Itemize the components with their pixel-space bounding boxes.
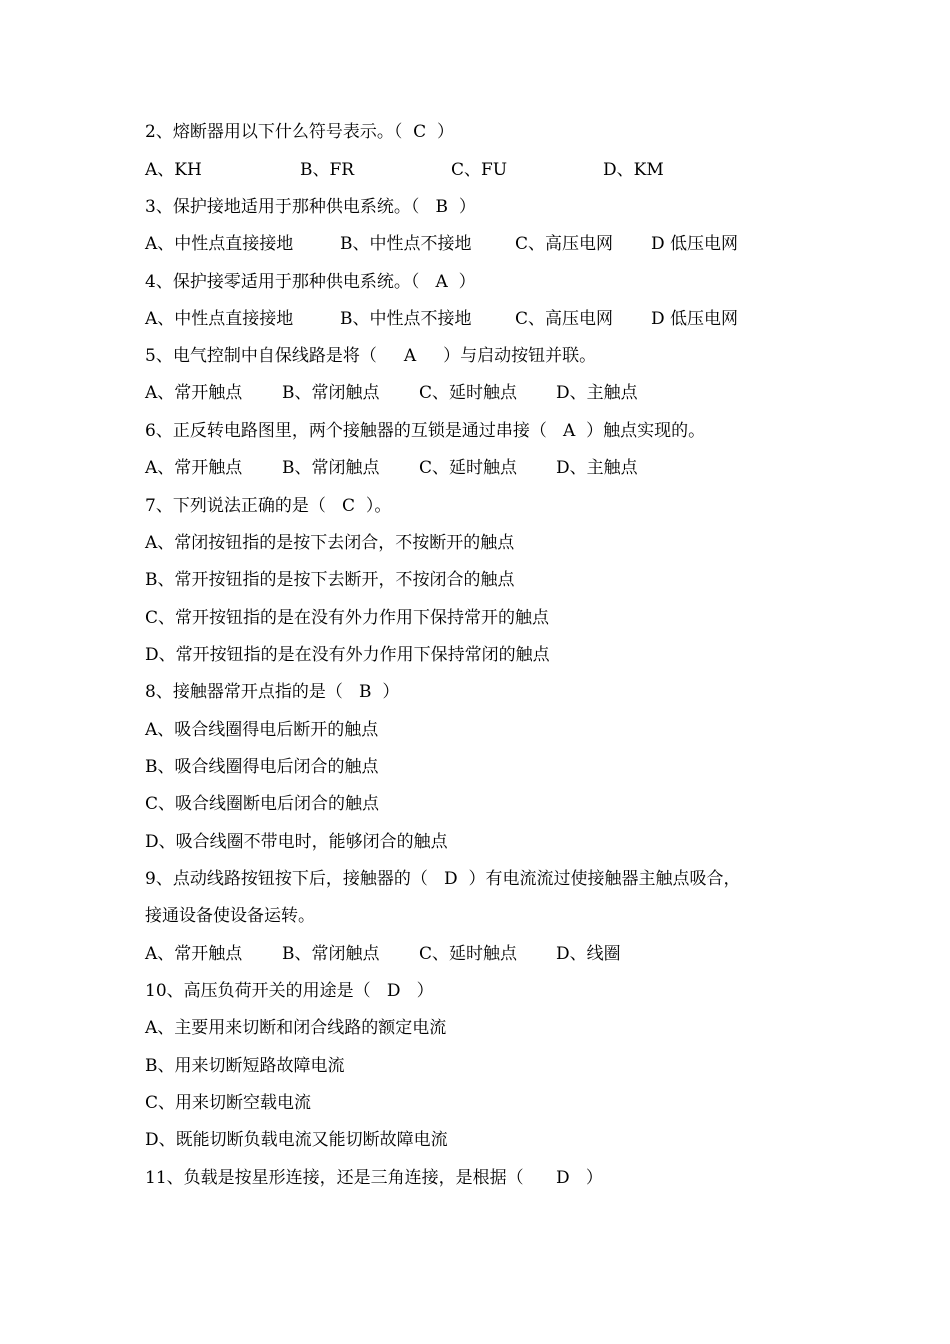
option-b: B、FR [300, 160, 355, 180]
option-c: C、高压电网 [515, 234, 614, 254]
option-c: C、常开按钮指的是在没有外力作用下保持常开的触点 [145, 608, 550, 628]
question-6-stem: 6、正反转电路图里，两个接触器的互锁是通过串接（ A ）触点实现的。 [145, 421, 706, 441]
option-b: B、用来切断短路故障电流 [145, 1056, 345, 1076]
question-5-stem: 5、电气控制中自保线路是将（ A ）与启动按钮并联。 [145, 346, 597, 366]
option-a: A、KH [145, 160, 202, 180]
option-c: C、吸合线圈断电后闭合的触点 [145, 794, 380, 814]
option-a: A、吸合线圈得电后断开的触点 [145, 720, 379, 740]
option-d: D、线圈 [556, 944, 621, 964]
option-b: B、吸合线圈得电后闭合的触点 [145, 757, 379, 777]
option-b: B、常闭触点 [282, 458, 380, 478]
option-c: C、延时触点 [419, 383, 518, 403]
option-d: D、既能切断负载电流又能切断故障电流 [145, 1130, 448, 1150]
option-c: C、FU [451, 160, 508, 180]
option-d: D、主触点 [556, 383, 638, 403]
option-d: D、吸合线圈不带电时，能够闭合的触点 [145, 832, 448, 852]
option-c: C、延时触点 [419, 458, 518, 478]
option-a: A、常闭按钮指的是按下去闭合，不按断开的触点 [145, 533, 515, 553]
option-a: A、常开触点 [145, 458, 243, 478]
option-d: D、KM [603, 160, 664, 180]
option-a: A、主要用来切断和闭合线路的额定电流 [145, 1018, 447, 1038]
question-9-stem-continued: 接通设备使设备运转。 [145, 906, 315, 926]
question-4-stem: 4、保护接零适用于那种供电系统。（ A ） [145, 272, 476, 292]
option-a: A、常开触点 [145, 383, 243, 403]
question-11-stem: 11、负载是按星形连接，还是三角连接，是根据（ D ） [145, 1168, 603, 1188]
option-b: B、常闭触点 [282, 944, 380, 964]
question-10-stem: 10、高压负荷开关的用途是（ D ） [145, 981, 434, 1001]
option-c: C、延时触点 [419, 944, 518, 964]
option-b: B、中性点不接地 [340, 309, 472, 329]
option-b: B、中性点不接地 [340, 234, 472, 254]
option-b: B、常闭触点 [282, 383, 380, 403]
option-d: D、常开按钮指的是在没有外力作用下保持常闭的触点 [145, 645, 550, 665]
option-b: B、常开按钮指的是按下去断开，不按闭合的触点 [145, 570, 515, 590]
option-d: D 低压电网 [651, 234, 739, 254]
question-8-stem: 8、接触器常开点指的是（ B ） [145, 682, 400, 702]
question-3-stem: 3、保护接地适用于那种供电系统。（ B ） [145, 197, 476, 217]
option-d: D 低压电网 [651, 309, 739, 329]
option-c: C、用来切断空载电流 [145, 1093, 312, 1113]
question-2-stem: 2、熔断器用以下什么符号表示。（ C ） [145, 122, 454, 142]
option-a: A、中性点直接接地 [145, 309, 294, 329]
option-d: D、主触点 [556, 458, 638, 478]
option-a: A、常开触点 [145, 944, 243, 964]
question-7-stem: 7、下列说法正确的是（ C ）。 [145, 496, 392, 516]
option-a: A、中性点直接接地 [145, 234, 294, 254]
option-c: C、高压电网 [515, 309, 614, 329]
question-9-stem: 9、点动线路按钮按下后，接触器的（ D ）有电流流过使接触器主触点吸合， [145, 869, 741, 889]
